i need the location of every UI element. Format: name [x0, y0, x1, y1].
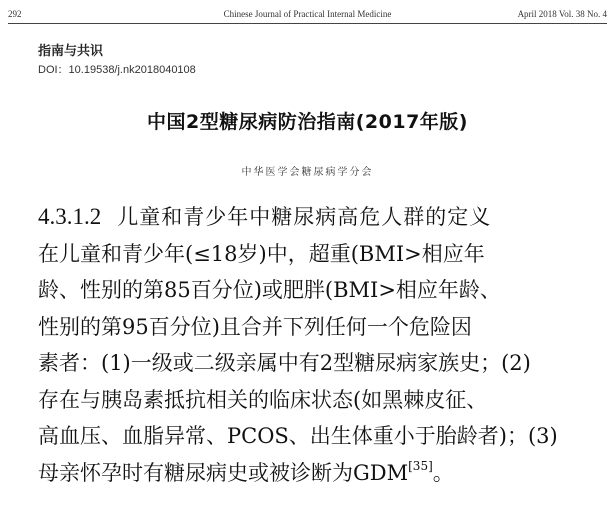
author-line: 中华医学会糖尿病学分会	[241, 167, 374, 178]
end-punctuation: 。	[432, 460, 454, 485]
body-line: 存在与胰岛素抵抗相关的临床状态(如黑棘皮征、	[38, 387, 488, 412]
body-line: 素者：(1)一级或二级亲属中有2型糖尿病家族史；(2)	[38, 351, 531, 375]
header-divider	[8, 23, 607, 24]
section-number: 4.3.1.2	[38, 204, 102, 229]
page-title: 中国2型糖尿病防治指南(2017年版)	[147, 111, 468, 133]
journal-name: Chinese Journal of Practical Internal Medicine	[223, 9, 392, 19]
doi-link[interactable]: DOI：10.19538/j.nk2018040108	[38, 64, 196, 76]
body-paragraph	[38, 199, 583, 491]
citation-reference[interactable]: [35]	[408, 458, 433, 473]
page-number: 292	[8, 9, 22, 19]
body-last-line	[38, 455, 583, 492]
section-label: 指南与共识	[38, 44, 104, 59]
body-line-text: 母亲怀孕时有糖尿病史或被诊断为GDM	[38, 460, 409, 485]
section-heading-line	[38, 199, 583, 236]
body-line: 性别的第95百分位)且合并下列任何一个危险因	[38, 314, 472, 339]
body-line: 在儿童和青少年(≤18岁)中，超重(BMI>相应年	[38, 241, 485, 266]
section-heading: 儿童和青少年中糖尿病高危人群的定义	[117, 205, 492, 229]
body-line: 高血压、血脂异常、PCOS、出生体重小于胎龄者)；(3)	[38, 424, 558, 448]
journal-issue: April 2018 Vol. 38 No. 4	[517, 9, 607, 19]
running-header	[8, 6, 607, 24]
body-line: 龄、性别的第85百分位)或肥胖(BMI>相应年龄、	[38, 278, 501, 302]
